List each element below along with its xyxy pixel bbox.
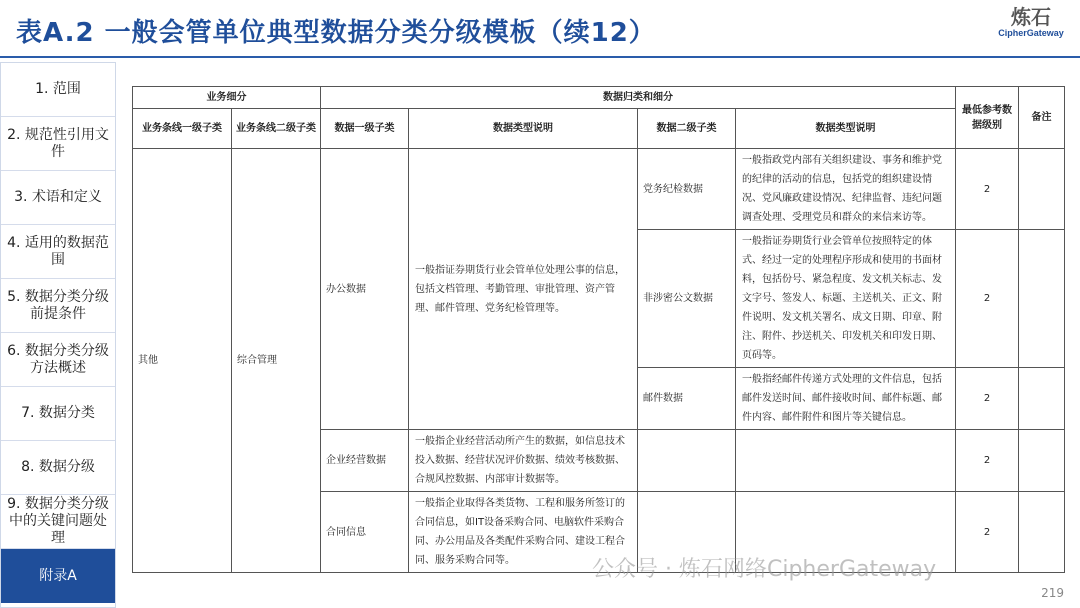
header-data-desc-2: 数据类型说明 <box>736 109 956 149</box>
cell-data-l2 <box>638 430 736 492</box>
cell-level: 2 <box>956 430 1019 492</box>
cell-note <box>1019 430 1065 492</box>
cell-data-l2: 邮件数据 <box>638 368 736 430</box>
header-business-l1: 业务条线一级子类 <box>133 109 232 149</box>
cell-data-l1: 办公数据 <box>321 149 409 430</box>
logo-english: CipherGateway <box>998 28 1064 38</box>
classification-table <box>132 86 1065 573</box>
nav-item-prerequisites[interactable]: 5. 数据分类分级前提条件 <box>1 279 115 333</box>
sidebar-nav <box>0 62 116 608</box>
header-data-desc-1: 数据类型说明 <box>409 109 638 149</box>
cell-data-l2: 党务纪检数据 <box>638 149 736 230</box>
cell-data-l1: 合同信息 <box>321 492 409 573</box>
header-business-l2: 业务条线二级子类 <box>232 109 321 149</box>
cell-data-l1: 企业经营数据 <box>321 430 409 492</box>
classification-table-wrapper <box>132 86 1064 573</box>
cell-note <box>1019 368 1065 430</box>
cell-note <box>1019 492 1065 573</box>
cell-business-l1: 其他 <box>133 149 232 573</box>
nav-item-data-grading[interactable]: 8. 数据分级 <box>1 441 115 495</box>
nav-item-applicable-data-scope[interactable]: 4. 适用的数据范围 <box>1 225 115 279</box>
header-data-categorization: 数据归类和细分 <box>321 87 956 109</box>
cell-business-l2: 综合管理 <box>232 149 321 573</box>
nav-item-terms-definitions[interactable]: 3. 术语和定义 <box>1 171 115 225</box>
nav-item-key-issues[interactable]: 9. 数据分类分级中的关键问题处理 <box>1 495 115 549</box>
cell-note <box>1019 149 1065 230</box>
nav-item-method-overview[interactable]: 6. 数据分类分级方法概述 <box>1 333 115 387</box>
table-subheader-row <box>133 109 1065 149</box>
cell-data-l2-desc: 一般指证券期货行业会管单位按照特定的体式、经过一定的处理程序形成和使用的书面材料，包括份号、紧急程度、发文机关标志、发文字号、签发人、标题、主送机关、正文、附件说明、发文机关署名、成文日期、印章、附注、附件、抄送机关、印发机关和印发日期、页码等。 <box>736 230 956 368</box>
cell-level: 2 <box>956 149 1019 230</box>
page-number: 219 <box>1041 586 1064 600</box>
table-header-row <box>133 87 1065 109</box>
cell-data-l2: 非涉密公文数据 <box>638 230 736 368</box>
brand-logo <box>996 6 1066 38</box>
cell-data-l2-desc: 一般指政党内部有关组织建设、事务和维护党的纪律的活动的信息，包括党的组织建设情况、党风廉政建设情况、纪律监督、违纪问题调查处理、受理党员和群众的来信来访等。 <box>736 149 956 230</box>
title-divider <box>0 56 1080 58</box>
cell-level: 2 <box>956 492 1019 573</box>
cell-data-l2-desc <box>736 430 956 492</box>
cell-data-l2-desc: 一般指经邮件传递方式处理的文件信息，包括邮件发送时间、邮件接收时间、邮件标题、邮件内容、邮件附件和图片等关键信息。 <box>736 368 956 430</box>
watermark-text: 公众号 · 炼石网络CipherGateway <box>592 557 937 582</box>
cell-data-desc: 一般指企业经营活动所产生的数据，如信息技术投入数据、经营状况评价数据、绩效考核数据、合规风控数据、内部审计数据等。 <box>409 430 638 492</box>
nav-item-data-classification[interactable]: 7. 数据分类 <box>1 387 115 441</box>
logo-chinese: 炼石 <box>1011 5 1051 29</box>
cell-level: 2 <box>956 230 1019 368</box>
header-data-l2: 数据二级子类 <box>638 109 736 149</box>
page-title: 表A.2 一般会管单位典型数据分类分级模板（续12） <box>16 18 656 48</box>
header-business-breakdown: 业务细分 <box>133 87 321 109</box>
nav-item-scope[interactable]: 1. 范围 <box>1 63 115 117</box>
cell-note <box>1019 230 1065 368</box>
nav-item-normative-references[interactable]: 2. 规范性引用文件 <box>1 117 115 171</box>
header-min-level: 最低参考数据级别 <box>956 87 1019 149</box>
header-note: 备注 <box>1019 87 1065 149</box>
header-data-l1: 数据一级子类 <box>321 109 409 149</box>
cell-data-desc: 一般指企业取得各类货物、工程和服务所签订的合同信息，如IT设备采购合同、电脑软件采购合同、办公用品及各类配件采购合同、建设工程合同、服务采购合同等。 <box>409 492 638 573</box>
cell-level: 2 <box>956 368 1019 430</box>
nav-item-appendix-a[interactable]: 附录A <box>1 549 115 603</box>
table-row <box>133 149 1065 230</box>
cell-data-desc: 一般指证券期货行业会管单位处理公事的信息，包括文档管理、考勤管理、审批管理、资产管理、邮件管理、党务纪检管理等。 <box>409 149 638 430</box>
